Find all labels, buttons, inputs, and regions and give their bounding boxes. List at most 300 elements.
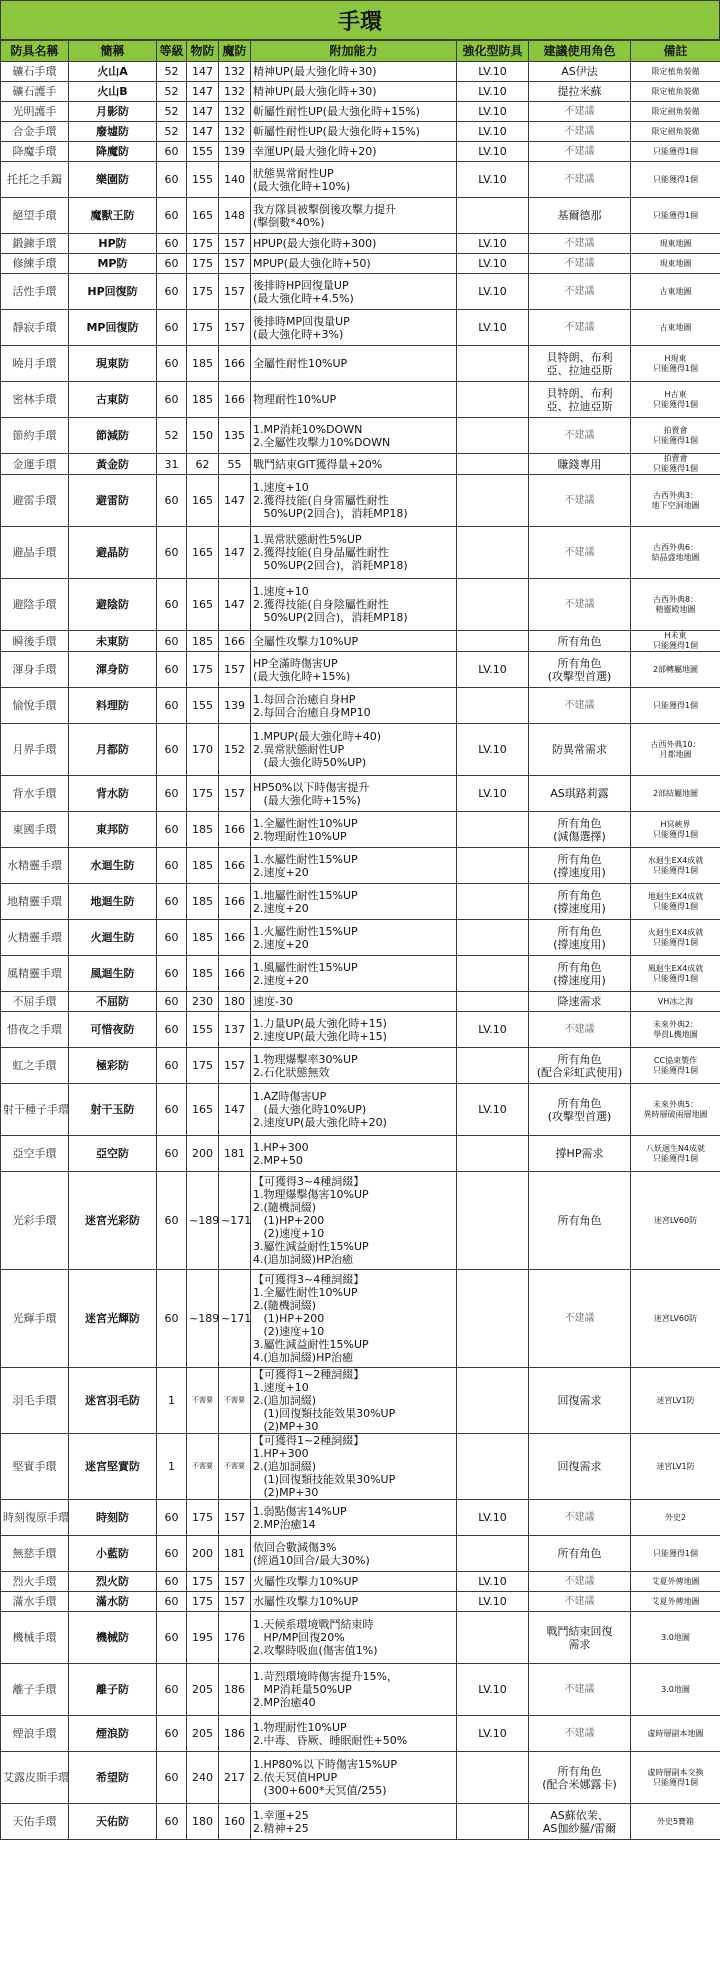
row-note: 迷宮LV60防 [631, 1270, 720, 1368]
row-level: 60 [157, 1592, 187, 1612]
table-row [1, 1270, 720, 1368]
row-name: 修練手環 [1, 254, 69, 274]
row-level: 60 [157, 198, 187, 234]
row-abbr: 極彩防 [69, 1048, 157, 1084]
row-note: 3.0地圖 [631, 1612, 720, 1664]
row-ability: 1.幸運+25 2.精神+25 [251, 1804, 457, 1840]
row-pdef: 170 [187, 724, 219, 776]
row-role: 所有角色 (撐速度用) [529, 920, 631, 956]
row-abbr: 魔獸王防 [69, 198, 157, 234]
row-note: 2部結屬地圖 [631, 776, 720, 812]
row-ability: 斬屬性耐性UP(最大強化時+15%) [251, 102, 457, 122]
row-enhance: LV.10 [457, 724, 529, 776]
row-role: 所有角色 (攻擊型首選) [529, 1084, 631, 1136]
row-abbr: 迷宮光輝防 [69, 1270, 157, 1368]
row-level: 60 [157, 1084, 187, 1136]
row-mdef: 147 [219, 527, 251, 579]
row-level: 60 [157, 310, 187, 346]
row-ability: 1.AZ時傷害UP (最大強化時10%UP) 2.速度UP(最大強化時+20) [251, 1084, 457, 1136]
row-ability: HPUP(最大強化時+300) [251, 234, 457, 254]
row-enhance [457, 1804, 529, 1840]
row-name: 艾露皮斯手環 [1, 1752, 69, 1804]
table-row [1, 234, 720, 254]
row-ability: HP全滿時傷害UP (最大強化時+15%) [251, 652, 457, 688]
row-note: 現東地圖 [631, 254, 720, 274]
table-row [1, 579, 720, 631]
row-ability: 1.MPUP(最大強化時+40) 2.異常狀態耐性UP (最大強化時50%UP) [251, 724, 457, 776]
table-row [1, 1368, 720, 1434]
row-pdef: 155 [187, 1012, 219, 1048]
table-row [1, 82, 720, 102]
row-abbr: 渾身防 [69, 652, 157, 688]
row-pdef: 185 [187, 884, 219, 920]
row-enhance [457, 527, 529, 579]
table-row [1, 631, 720, 652]
row-enhance [457, 1368, 529, 1434]
row-name: 火精靈手環 [1, 920, 69, 956]
row-enhance [457, 382, 529, 418]
row-enhance [457, 1434, 529, 1500]
row-role: 不建議 [529, 122, 631, 142]
row-abbr: 避晶防 [69, 527, 157, 579]
row-name: 節約手環 [1, 418, 69, 454]
row-name: 降魔手環 [1, 142, 69, 162]
row-role: 貝特朗、布利 亞、拉迪亞斯 [529, 382, 631, 418]
row-enhance: LV.10 [457, 82, 529, 102]
row-ability: 依回合數減傷3% (經過10回合/最大30%) [251, 1536, 457, 1572]
row-mdef: 132 [219, 122, 251, 142]
row-enhance [457, 579, 529, 631]
row-pdef: 185 [187, 812, 219, 848]
row-note: 未來外典5： 異時層破兩層地圖 [631, 1084, 720, 1136]
table-row [1, 724, 720, 776]
row-ability: 1.弱點傷害14%UP 2.MP治癒14 [251, 1500, 457, 1536]
row-abbr: 黃金防 [69, 454, 157, 475]
row-note: 拍賣會 只能獲得1個 [631, 418, 720, 454]
row-pdef: 185 [187, 631, 219, 652]
row-note: 限定植角裝備 [631, 82, 720, 102]
row-level: 60 [157, 1012, 187, 1048]
row-mdef: 186 [219, 1716, 251, 1752]
row-ability: 1.MP消耗10%DOWN 2.全屬性攻擊力10%DOWN [251, 418, 457, 454]
row-name: 絕望手環 [1, 198, 69, 234]
row-role: AS琪路莉露 [529, 776, 631, 812]
row-name: 亞空手環 [1, 1136, 69, 1172]
row-note: 風迴生EX4成就 只能獲得1個 [631, 956, 720, 992]
row-pdef: 175 [187, 274, 219, 310]
row-ability: 1.每回合治癒自身HP 2.每回合治癒自身MP10 [251, 688, 457, 724]
row-mdef: 157 [219, 234, 251, 254]
row-mdef: 152 [219, 724, 251, 776]
row-note: 限定劍角裝備 [631, 102, 720, 122]
row-pdef: 200 [187, 1136, 219, 1172]
row-level: 60 [157, 1536, 187, 1572]
row-ability: 1.物理耐性10%UP 2.中毒、昏厥、睡眠耐性+50% [251, 1716, 457, 1752]
table-row [1, 346, 720, 382]
row-note: 只能獲得1個 [631, 162, 720, 198]
row-level: 60 [157, 1048, 187, 1084]
row-level: 31 [157, 454, 187, 475]
table-row [1, 848, 720, 884]
row-level: 60 [157, 724, 187, 776]
row-ability: 後排時MP回復量UP (最大強化時+3%) [251, 310, 457, 346]
row-role: 不建議 [529, 1270, 631, 1368]
row-name: 曉月手環 [1, 346, 69, 382]
row-role: 降速需求 [529, 992, 631, 1012]
table-row [1, 1752, 720, 1804]
row-mdef: 166 [219, 346, 251, 382]
row-note: 只能獲得1個 [631, 142, 720, 162]
table-row [1, 382, 720, 418]
row-enhance [457, 418, 529, 454]
row-name: 機械手環 [1, 1612, 69, 1664]
row-mdef: 55 [219, 454, 251, 475]
table-row [1, 1048, 720, 1084]
row-name: 礦石手環 [1, 62, 69, 82]
row-pdef: 175 [187, 1592, 219, 1612]
row-mdef: 186 [219, 1664, 251, 1716]
row-name: 不屈手環 [1, 992, 69, 1012]
row-pdef: 175 [187, 1572, 219, 1592]
row-pdef: 165 [187, 198, 219, 234]
row-level: 60 [157, 1612, 187, 1664]
header-enhance: 強化型防具 [457, 41, 529, 62]
row-ability: 速度-30 [251, 992, 457, 1012]
row-level: 52 [157, 122, 187, 142]
row-enhance [457, 884, 529, 920]
row-mdef: 160 [219, 1804, 251, 1840]
row-enhance [457, 1172, 529, 1270]
row-name: 避陰手環 [1, 579, 69, 631]
row-note: H古東 只能獲得1個 [631, 382, 720, 418]
row-ability: 1.異常狀態耐性5%UP 2.獲得技能(自身晶屬性耐性 50%UP(2回合)，消耗MP18) [251, 527, 457, 579]
row-pdef: 155 [187, 142, 219, 162]
row-abbr: 迷宮光彩防 [69, 1172, 157, 1270]
row-role: 所有角色 (攻擊型首選) [529, 652, 631, 688]
row-role: 不建議 [529, 234, 631, 254]
row-mdef: 137 [219, 1012, 251, 1048]
row-name: 金運手環 [1, 454, 69, 475]
row-role: 回復需求 [529, 1434, 631, 1500]
row-abbr: 避雷防 [69, 475, 157, 527]
row-level: 60 [157, 1664, 187, 1716]
row-name: 月界手環 [1, 724, 69, 776]
row-mdef: 不需要 [219, 1434, 251, 1500]
row-pdef: 155 [187, 162, 219, 198]
table-row [1, 1012, 720, 1048]
row-level: 60 [157, 1500, 187, 1536]
table-row [1, 920, 720, 956]
row-ability: 我方隊員被擊倒後攻擊力提升 (擊倒數*40%) [251, 198, 457, 234]
row-note: 只能獲得1個 [631, 198, 720, 234]
row-level: 60 [157, 162, 187, 198]
row-abbr: 風迴生防 [69, 956, 157, 992]
row-level: 60 [157, 956, 187, 992]
row-pdef: 230 [187, 992, 219, 1012]
row-ability: 【可獲得1~2種詞綴】 1.HP+300 2.(追加詞綴) (1)回復類技能效果30%UP (2)MP+30 [251, 1434, 457, 1500]
row-mdef: 132 [219, 102, 251, 122]
row-abbr: 滿水防 [69, 1592, 157, 1612]
row-pdef: 147 [187, 82, 219, 102]
row-name: 密林手環 [1, 382, 69, 418]
row-enhance [457, 848, 529, 884]
row-note: 古西外典6： 結晶盛地地圖 [631, 527, 720, 579]
row-abbr: 小藍防 [69, 1536, 157, 1572]
row-pdef: ~189 [187, 1172, 219, 1270]
row-role: 不建議 [529, 418, 631, 454]
row-pdef: 不需要 [187, 1368, 219, 1434]
row-ability: 後排時HP回復量UP (最大強化時+4.5%) [251, 274, 457, 310]
table-row [1, 418, 720, 454]
row-enhance: LV.10 [457, 776, 529, 812]
row-mdef: 166 [219, 884, 251, 920]
row-ability: 幸運UP(最大強化時+20) [251, 142, 457, 162]
row-note: 迷宮LV1防 [631, 1368, 720, 1434]
row-name: 水精靈手環 [1, 848, 69, 884]
row-role: 不建議 [529, 527, 631, 579]
row-abbr: 射干玉防 [69, 1084, 157, 1136]
row-note: 限定植角裝備 [631, 62, 720, 82]
row-name: 煙浪手環 [1, 1716, 69, 1752]
row-enhance: LV.10 [457, 1572, 529, 1592]
row-pdef: 147 [187, 122, 219, 142]
row-ability: 1.火屬性耐性15%UP 2.速度+20 [251, 920, 457, 956]
row-level: 60 [157, 346, 187, 382]
row-name: 活性手環 [1, 274, 69, 310]
row-enhance [457, 992, 529, 1012]
row-role: 所有角色 (撐速度用) [529, 848, 631, 884]
row-name: 礦石護手 [1, 82, 69, 102]
row-level: 60 [157, 1572, 187, 1592]
row-abbr: 水迴生防 [69, 848, 157, 884]
row-enhance [457, 920, 529, 956]
table-row [1, 310, 720, 346]
header-name: 防具名稱 [1, 41, 69, 62]
row-ability: 戰鬥結束GIT獲得量+20% [251, 454, 457, 475]
row-note: 古東地圖 [631, 274, 720, 310]
row-pdef: 147 [187, 102, 219, 122]
row-ability: 全屬性攻擊力10%UP [251, 631, 457, 652]
row-abbr: 希望防 [69, 1752, 157, 1804]
row-role: 不建議 [529, 688, 631, 724]
row-mdef: ~171 [219, 1270, 251, 1368]
row-abbr: 地迴生防 [69, 884, 157, 920]
row-note: 限定劍角裝備 [631, 122, 720, 142]
row-mdef: 139 [219, 688, 251, 724]
page-title: 手環 [0, 0, 720, 40]
row-role: 不建議 [529, 1572, 631, 1592]
row-note: 2部轉屬地圖 [631, 652, 720, 688]
row-mdef: 217 [219, 1752, 251, 1804]
row-enhance [457, 688, 529, 724]
row-role: 不建議 [529, 1500, 631, 1536]
row-ability: 【可獲得3~4種詞綴】 1.全屬性耐性10%UP 2.(隨機詞綴) (1)HP+200 (2)速度+10 3.屬性減益耐性15%UP 4.(追加詞綴)HP治癒 [251, 1270, 457, 1368]
row-mdef: 147 [219, 1084, 251, 1136]
row-name: 天佑手環 [1, 1804, 69, 1840]
row-name: 愉悅手環 [1, 688, 69, 724]
row-mdef: 181 [219, 1536, 251, 1572]
row-mdef: 140 [219, 162, 251, 198]
row-level: 60 [157, 848, 187, 884]
row-note: 現東地圖 [631, 234, 720, 254]
row-note: 迷宮LV1防 [631, 1434, 720, 1500]
row-enhance: LV.10 [457, 1716, 529, 1752]
row-abbr: 樂園防 [69, 162, 157, 198]
row-role: 不建議 [529, 1592, 631, 1612]
row-enhance: LV.10 [457, 122, 529, 142]
header-abbr: 簡稱 [69, 41, 157, 62]
row-ability: 1.水屬性耐性15%UP 2.速度+20 [251, 848, 457, 884]
row-name: 烈火手環 [1, 1572, 69, 1592]
table-row [1, 454, 720, 475]
row-mdef: 166 [219, 382, 251, 418]
row-name: 東國手環 [1, 812, 69, 848]
row-level: 60 [157, 1716, 187, 1752]
row-pdef: 165 [187, 579, 219, 631]
row-name: 射干種子手環 [1, 1084, 69, 1136]
row-abbr: MP防 [69, 254, 157, 274]
row-note: 古西外典3： 地下空洞地圖 [631, 475, 720, 527]
row-enhance: LV.10 [457, 1664, 529, 1716]
row-pdef: 175 [187, 254, 219, 274]
row-name: 惜夜之手環 [1, 1012, 69, 1048]
row-ability: 1.天候系環境戰鬥結束時 HP/MP回復20% 2.攻擊時吸血(傷害值1%) [251, 1612, 457, 1664]
row-ability: 1.地屬性耐性15%UP 2.速度+20 [251, 884, 457, 920]
row-level: 52 [157, 82, 187, 102]
row-ability: 【可獲得3~4種詞綴】 1.物理爆擊傷害10%UP 2.(隨機詞綴) (1)HP+200 (2)速度+10 3.屬性減益耐性15%UP 4.(追加詞綴)HP治癒 [251, 1172, 457, 1270]
table-row [1, 1572, 720, 1592]
row-level: 52 [157, 418, 187, 454]
row-enhance [457, 454, 529, 475]
row-role: 所有角色 (減傷選擇) [529, 812, 631, 848]
table-body [1, 62, 720, 1840]
header-ability: 附加能力 [251, 41, 457, 62]
row-note: 地迴生EX4成就 只能獲得1個 [631, 884, 720, 920]
row-mdef: 139 [219, 142, 251, 162]
row-mdef: 135 [219, 418, 251, 454]
row-ability: 1.苛烈環境時傷害提升15%， MP消耗量50%UP 2.MP治癒40 [251, 1664, 457, 1716]
row-abbr: 不屈防 [69, 992, 157, 1012]
row-abbr: 煙浪防 [69, 1716, 157, 1752]
row-name: 時刻復原手環 [1, 1500, 69, 1536]
row-name: 托托之手鐲 [1, 162, 69, 198]
row-enhance: LV.10 [457, 1500, 529, 1536]
table-row [1, 1084, 720, 1136]
header-row [1, 41, 720, 62]
row-abbr: MP回復防 [69, 310, 157, 346]
row-level: 60 [157, 884, 187, 920]
row-level: 60 [157, 1752, 187, 1804]
row-pdef: 185 [187, 346, 219, 382]
row-name: 堅實手環 [1, 1434, 69, 1500]
row-abbr: 亞空防 [69, 1136, 157, 1172]
row-level: 60 [157, 1270, 187, 1368]
row-note: H未東 只能獲得1個 [631, 631, 720, 652]
header-note: 備註 [631, 41, 720, 62]
row-ability: 精神UP(最大強化時+30) [251, 82, 457, 102]
header-mdef: 魔防 [219, 41, 251, 62]
row-pdef: 165 [187, 475, 219, 527]
row-enhance: LV.10 [457, 254, 529, 274]
row-abbr: 月影防 [69, 102, 157, 122]
row-mdef: 148 [219, 198, 251, 234]
row-pdef: 147 [187, 62, 219, 82]
row-enhance [457, 631, 529, 652]
row-abbr: 節減防 [69, 418, 157, 454]
row-ability: 1.風屬性耐性15%UP 2.速度+20 [251, 956, 457, 992]
table-row [1, 992, 720, 1012]
row-abbr: 火山A [69, 62, 157, 82]
row-ability: 1.力量UP(最大強化時+15) 2.速度UP(最大強化時+15) [251, 1012, 457, 1048]
row-level: 60 [157, 234, 187, 254]
row-note: 八妖迴生N4成就 只能獲得1個 [631, 1136, 720, 1172]
row-abbr: 火山B [69, 82, 157, 102]
row-ability: 精神UP(最大強化時+30) [251, 62, 457, 82]
row-abbr: 可惜夜防 [69, 1012, 157, 1048]
row-abbr: 迷宮堅實防 [69, 1434, 157, 1500]
row-ability: 狀態異常耐性UP (最大強化時+10%) [251, 162, 457, 198]
row-enhance [457, 1752, 529, 1804]
row-level: 1 [157, 1368, 187, 1434]
row-level: 60 [157, 920, 187, 956]
row-abbr: 古東防 [69, 382, 157, 418]
row-note: 外史2 [631, 1500, 720, 1536]
row-pdef: 62 [187, 454, 219, 475]
row-enhance: LV.10 [457, 1592, 529, 1612]
row-mdef: 181 [219, 1136, 251, 1172]
row-ability: 1.全屬性耐性10%UP 2.物理耐性10%UP [251, 812, 457, 848]
row-note: 古西外典10： 月都地圖 [631, 724, 720, 776]
row-role: 不建議 [529, 475, 631, 527]
row-role: 不建議 [529, 579, 631, 631]
table-row [1, 688, 720, 724]
row-level: 60 [157, 274, 187, 310]
row-ability: 水屬性攻擊力10%UP [251, 1592, 457, 1612]
row-role: 回復需求 [529, 1368, 631, 1434]
row-abbr: 廢墟防 [69, 122, 157, 142]
row-pdef: 195 [187, 1612, 219, 1664]
row-mdef: 157 [219, 1048, 251, 1084]
row-pdef: 205 [187, 1716, 219, 1752]
row-mdef: 147 [219, 579, 251, 631]
table-row [1, 776, 720, 812]
row-note: 只能獲得1個 [631, 688, 720, 724]
row-role: 防異常需求 [529, 724, 631, 776]
table-row [1, 1434, 720, 1500]
row-mdef: 157 [219, 652, 251, 688]
row-abbr: 烈火防 [69, 1572, 157, 1592]
bracelet-table [0, 40, 720, 1840]
row-pdef: 175 [187, 1048, 219, 1084]
row-enhance: LV.10 [457, 1084, 529, 1136]
table-row [1, 162, 720, 198]
row-pdef: 180 [187, 1804, 219, 1840]
row-abbr: 迷宮羽毛防 [69, 1368, 157, 1434]
row-enhance [457, 1536, 529, 1572]
row-role: 提拉米蘇 [529, 82, 631, 102]
row-note: VH冰之海 [631, 992, 720, 1012]
row-pdef: 不需要 [187, 1434, 219, 1500]
table-row [1, 475, 720, 527]
row-role: 所有角色 [529, 1536, 631, 1572]
row-enhance: LV.10 [457, 652, 529, 688]
row-ability: 斬屬性耐性UP(最大強化時+15%) [251, 122, 457, 142]
row-note: CC協束製作 只能獲得1個 [631, 1048, 720, 1084]
row-mdef: 166 [219, 956, 251, 992]
row-pdef: ~189 [187, 1270, 219, 1368]
row-enhance [457, 346, 529, 382]
table-row [1, 1664, 720, 1716]
